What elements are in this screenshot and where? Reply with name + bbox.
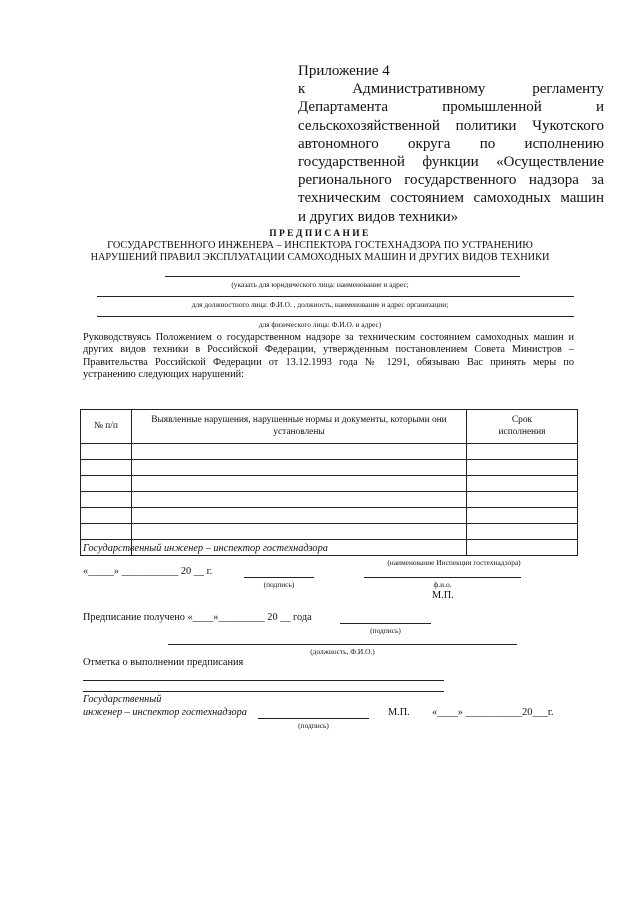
table-row[interactable] bbox=[81, 492, 578, 508]
appendix-line: и других видов техники» bbox=[298, 208, 459, 225]
cell-number[interactable] bbox=[81, 476, 132, 492]
addressee-line-official[interactable] bbox=[97, 296, 574, 297]
received-signature-caption: (подпись) bbox=[370, 626, 401, 635]
table-row[interactable] bbox=[81, 476, 578, 492]
caption-individual: для физического лица: Ф.И.О. и адрес) bbox=[258, 320, 382, 329]
column-header-number: № п/п bbox=[81, 410, 132, 444]
cell-number[interactable] bbox=[81, 444, 132, 460]
footer-date[interactable]: «____» ___________20___г. bbox=[432, 707, 554, 718]
issue-date[interactable]: «_____» ___________ 20 __ г. bbox=[83, 566, 213, 577]
execution-line-2[interactable] bbox=[83, 691, 444, 692]
received-label: Предписание получено «____»_________ 20 __ года bbox=[83, 612, 312, 623]
inspector-label: Государственный инженер – инспектор гостехнадзора bbox=[83, 543, 328, 554]
intro-paragraph bbox=[83, 332, 574, 382]
cell-deadline[interactable] bbox=[467, 444, 578, 460]
intro-line: Правительства Российской Федерации от 13.12.1993 года № 1291, обязываю Вас принять меры по bbox=[83, 356, 574, 368]
inspector-fio-line[interactable] bbox=[364, 577, 521, 578]
cell-deadline[interactable] bbox=[467, 476, 578, 492]
intro-line: других видов техники в Российской Федерации, утвержденным постановлением Совета Министров – bbox=[83, 344, 574, 356]
cell-violation[interactable] bbox=[131, 476, 466, 492]
document-subtitle-line1: ГОСУДАРСТВЕННОГО ИНЖЕНЕРА – ИНСПЕКТОРА ГОСТЕХНАДЗОРА ПО УСТРАНЕНИЮ bbox=[107, 240, 533, 251]
received-signature-line[interactable] bbox=[340, 623, 431, 624]
appendix-block bbox=[298, 62, 604, 226]
cell-violation[interactable] bbox=[131, 492, 466, 508]
appendix-line: Приложение 4 bbox=[298, 63, 390, 79]
intro-line: устранению следующих нарушений: bbox=[83, 369, 244, 381]
document-subtitle-line2: НАРУШЕНИЙ ПРАВИЛ ЭКСПЛУАТАЦИИ САМОХОДНЫХ МАШИН И ДРУГИХ ВИДОВ ТЕХНИКИ bbox=[90, 252, 550, 263]
inspector-signature-caption: (подпись) bbox=[263, 580, 295, 589]
appendix-line: Департамента промышленной и bbox=[298, 99, 604, 116]
footer-signature-line[interactable] bbox=[258, 718, 369, 719]
caption-official: для должностного лица: Ф.И.О. , должность, наименование и адрес организации; bbox=[191, 300, 449, 309]
cell-deadline[interactable] bbox=[467, 508, 578, 524]
cell-violation[interactable] bbox=[131, 524, 466, 540]
appendix-line: к Административному регламенту bbox=[298, 81, 604, 98]
appendix-line: сельскохозяйственной политики Чукотского bbox=[298, 117, 604, 134]
received-position-line[interactable] bbox=[168, 644, 517, 645]
document-title: ПРЕДПИСАНИЕ bbox=[269, 229, 371, 239]
appendix-line: техническим состоянием самоходных машин bbox=[298, 190, 604, 207]
intro-line: Руководствуясь Положением о государственном надзоре за техническим состоянием самоходных машин и bbox=[83, 332, 574, 343]
received-position-caption: (должность, Ф.И.О.) bbox=[310, 647, 375, 656]
cell-deadline[interactable] bbox=[467, 524, 578, 540]
inspector-signature-line[interactable] bbox=[244, 577, 314, 578]
cell-deadline[interactable] bbox=[467, 540, 578, 556]
addressee-line-legal[interactable] bbox=[165, 276, 520, 277]
column-header-deadline: Срок исполнения bbox=[467, 410, 578, 444]
cell-number[interactable] bbox=[81, 524, 132, 540]
appendix-line: автономного округа по исполнению bbox=[298, 135, 604, 152]
cell-violation[interactable] bbox=[131, 460, 466, 476]
inspection-name-line[interactable] bbox=[345, 555, 563, 556]
cell-number[interactable] bbox=[81, 508, 132, 524]
cell-violation[interactable] bbox=[131, 508, 466, 524]
table-header-row bbox=[81, 410, 578, 444]
table-row[interactable] bbox=[81, 524, 578, 540]
execution-line-1[interactable] bbox=[83, 680, 444, 681]
stamp-label: М.П. bbox=[432, 590, 454, 601]
table-row[interactable] bbox=[81, 444, 578, 460]
cell-deadline[interactable] bbox=[467, 460, 578, 476]
cell-number[interactable] bbox=[81, 460, 132, 476]
inspector-fio-caption: ф.и.о. bbox=[433, 580, 452, 589]
execution-label: Отметка о выполнении предписания bbox=[83, 657, 244, 668]
footer-inspector-line1: Государственный bbox=[83, 694, 162, 705]
footer-stamp: М.П. bbox=[388, 707, 410, 718]
cell-deadline[interactable] bbox=[467, 492, 578, 508]
addressee-line-individual[interactable] bbox=[97, 316, 574, 317]
table-row[interactable] bbox=[81, 460, 578, 476]
table-row[interactable] bbox=[81, 508, 578, 524]
footer-inspector-line2: инженер – инспектор гостехнадзора bbox=[83, 707, 247, 718]
footer-signature-caption: (подпись) bbox=[298, 721, 329, 730]
appendix-line: регионального государственного надзора за bbox=[298, 172, 604, 189]
cell-number[interactable] bbox=[81, 492, 132, 508]
column-header-violation: Выявленные нарушения, нарушенные нормы и документы, которыми они установлены bbox=[131, 410, 466, 444]
appendix-line: государственной функции «Осуществление bbox=[298, 154, 604, 171]
cell-violation[interactable] bbox=[131, 444, 466, 460]
caption-legal: (указать для юридического лица: наименование и адрес; bbox=[231, 280, 409, 289]
violations-table bbox=[80, 409, 578, 556]
inspection-caption: (наименование Инспекции гостехнадзора) bbox=[387, 558, 521, 567]
